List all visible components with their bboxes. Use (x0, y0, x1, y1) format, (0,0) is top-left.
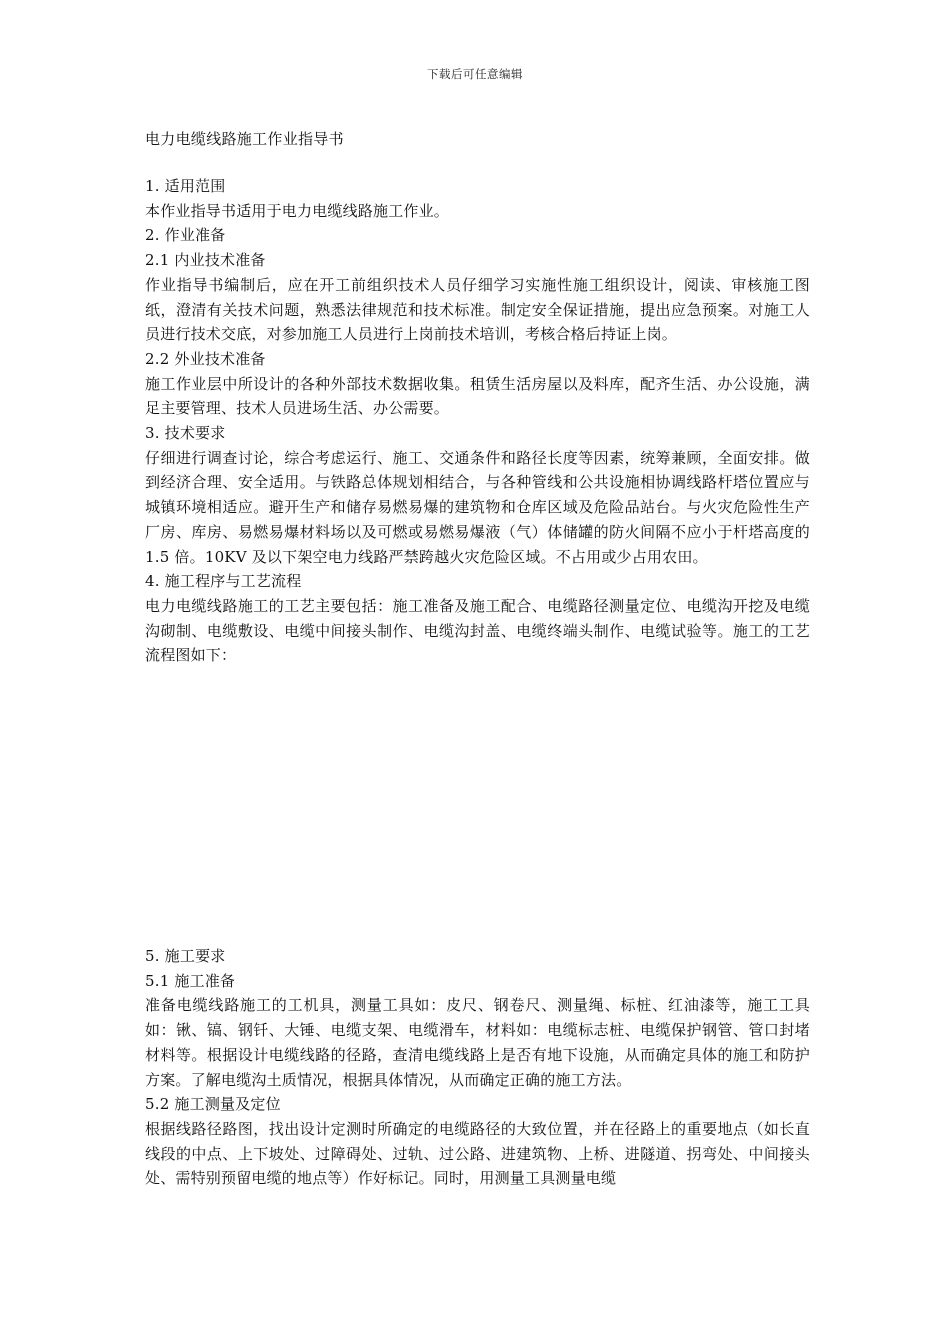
section-heading-3: 3. 技术要求 (145, 424, 226, 443)
document-body-part-1 (145, 174, 810, 668)
subsection-heading-2-2: 2.2 外业技术准备 (145, 349, 266, 368)
document-title: 电力电缆线路施工作业指导书 (145, 130, 344, 148)
section-heading-5: 5. 施工要求 (145, 947, 226, 965)
paragraph: 根据线路径路图，找出设计定测时所确定的电缆路径的大致位置，并在径路上的重要地点（如长直线段的中点、上下坡处、过障碍处、过轨、过公路、进建筑物、上桥、进隧道、拐弯处、中间接头处、需特别预留电缆的地点等）作好标记。同时，用测量工具测量电缆 (145, 1119, 810, 1188)
section-heading-2: 2. 作业准备 (145, 226, 226, 245)
section-heading-4: 4. 施工程序与工艺流程 (145, 572, 302, 591)
flowchart-placeholder (145, 720, 810, 940)
paragraph: 施工作业层中所设计的各种外部技术数据收集。租赁生活房屋以及料库，配齐生活、办公设施，满足主要管理、技术人员进场生活、办公需要。 (145, 374, 810, 418)
paragraph: 本作业指导书适用于电力电缆线路施工作业。 (145, 201, 450, 220)
section-heading-1: 1. 适用范围 (145, 177, 226, 195)
paragraph: 准备电缆线路施工的工机具，测量工具如：皮尺、钢卷尺、测量绳、标桩、红油漆等，施工工具如：锹、镐、钢钎、大锤、电缆支架、电缆滑车，材料如：电缆标志桩、电缆保护钢管、管口封堵材料等。根据设计电缆线路的径路，查清电缆线路上是否有地下设施，从而确定具体的施工和防护方案。了解电缆沟土质情况，根据具体情况，从而确定正确的施工方法。 (145, 996, 810, 1089)
subsection-heading-5-1: 5.1 施工准备 (145, 971, 236, 990)
subsection-heading-5-2: 5.2 施工测量及定位 (145, 1095, 281, 1114)
paragraph: 电力电缆线路施工的工艺主要包括：施工准备及施工配合、电缆路径测量定位、电缆沟开挖及电缆沟砌制、电缆敷设、电缆中间接头制作、电缆沟封盖、电缆终端头制作、电缆试验等。施工的工艺流程图如下： (145, 596, 810, 665)
subsection-heading-2-1: 2.1 内业技术准备 (145, 251, 266, 270)
paragraph: 作业指导书编制后，应在开工前组织技术人员仔细学习实施性施工组织设计，阅读、审核施工图纸，澄清有关技术问题，熟悉法律规范和技术标准。制定安全保证措施，提出应急预案。对施工人员进行技术交底，对参加施工人员进行上岗前技术培训，考核合格后持证上岗。 (145, 275, 810, 344)
document-body-part-2 (145, 944, 810, 1191)
paragraph: 仔细进行调查讨论，综合考虑运行、施工、交通条件和路径长度等因素，统筹兼顾，全面安排。做到经济合理、安全适用。与铁路总体规划相结合，与各种管线和公共设施相协调线路杆塔位置应与城镇环境相适应。避开生产和储存易燃易爆的建筑物和仓库区域及危险品站台。与火灾危险性生产厂房、库房、易燃易爆材料场以及可燃或易燃易爆液（气）体储罐的防火间隔不应小于杆塔高度的 1.5 倍。10KV 及以下架空电力线路严禁跨越火灾危险区域。不占用或少占用农田。 (145, 448, 810, 566)
page-header-note: 下载后可任意编辑 (427, 67, 523, 81)
